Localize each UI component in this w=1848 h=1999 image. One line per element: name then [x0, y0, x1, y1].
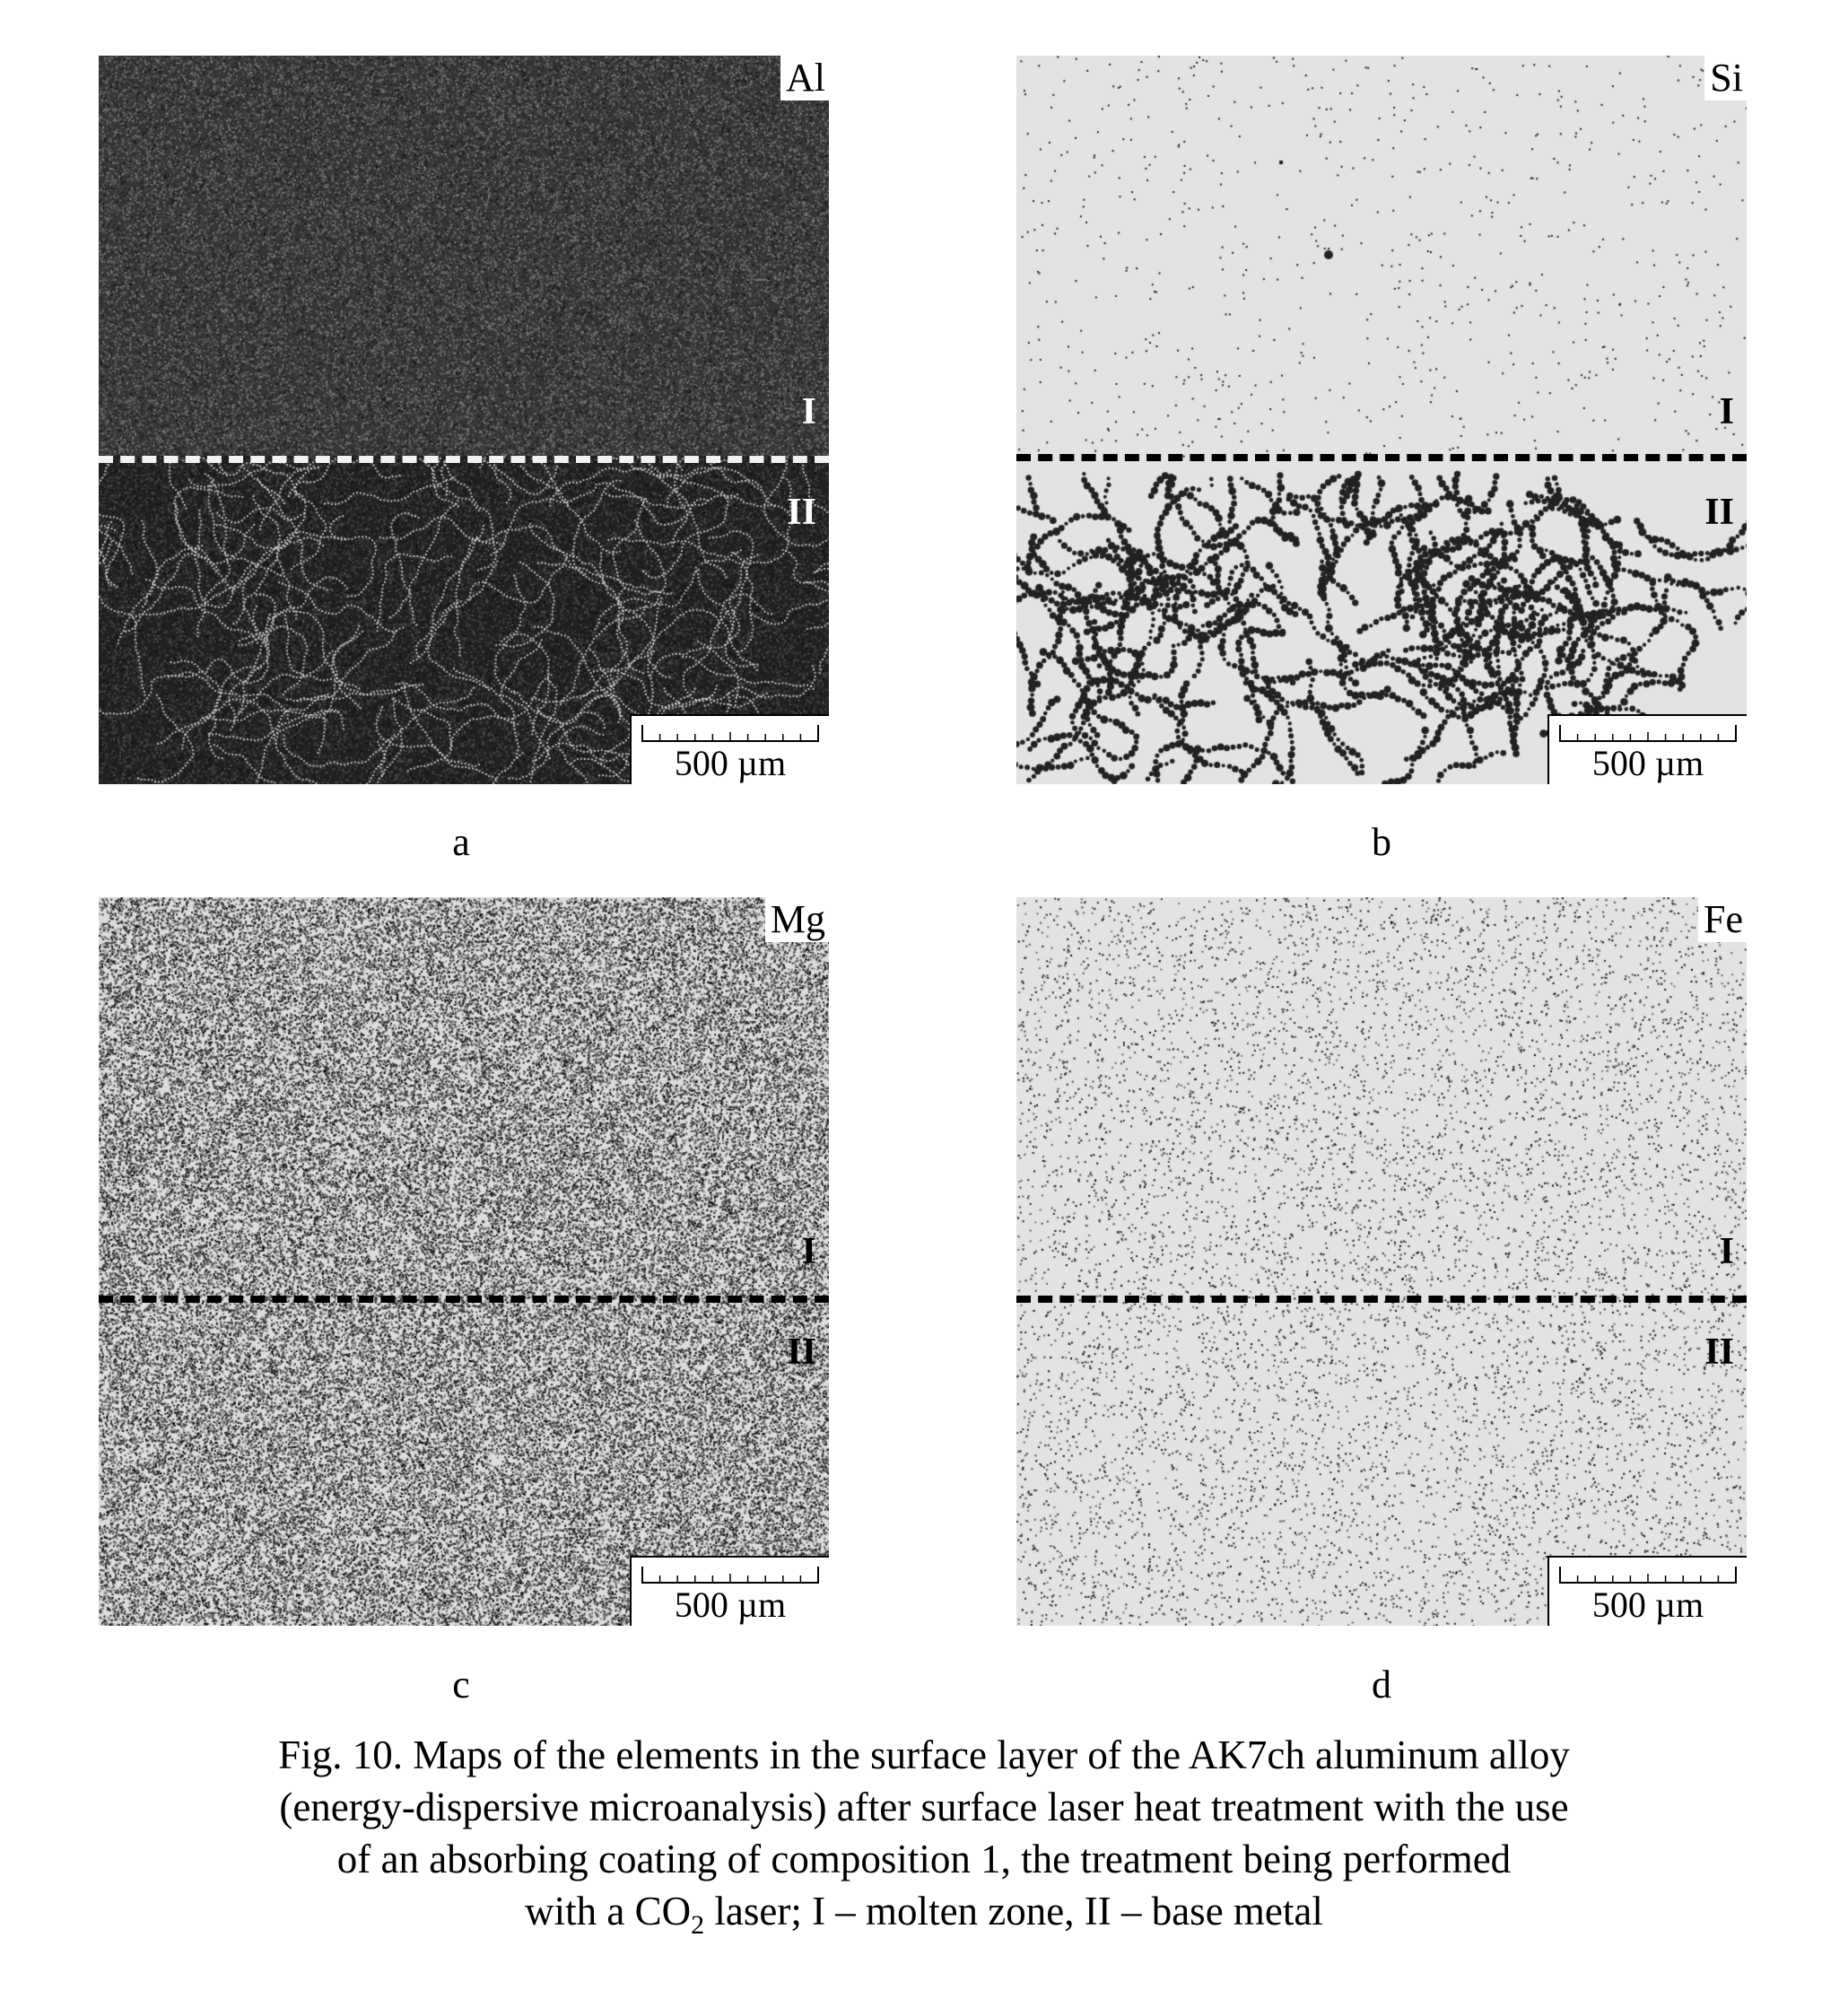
zone-label-base: II: [1704, 1331, 1734, 1373]
zone-boundary-line: [99, 1296, 829, 1303]
al-map-image: [99, 56, 829, 784]
element-label-si: Si: [1704, 56, 1747, 100]
caption-line-3: of an absorbing coating of composition 1, the treatment being performed: [336, 1837, 1512, 1881]
caption-line-4-end: laser; I – molten zone, II – base metal: [704, 1889, 1323, 1934]
caption-subscript: 2: [691, 1910, 705, 1940]
caption-line-4-start: with a CO: [525, 1889, 692, 1934]
scale-bar-label: 500 µm: [674, 743, 787, 783]
fe-map-image: [1016, 897, 1747, 1626]
panel-letter-b: b: [1372, 820, 1391, 864]
panel-letter-c: c: [452, 1663, 470, 1707]
caption-line-1: Fig. 10. Maps of the elements in the surface layer of the AK7ch aluminum alloy: [278, 1733, 1570, 1777]
scale-bar: [1547, 714, 1747, 784]
element-label-mg: Mg: [765, 897, 829, 942]
element-label-al: Al: [780, 56, 829, 100]
scale-bar: [1547, 1556, 1747, 1626]
scale-bar: [630, 714, 829, 784]
caption-line-4: [90, 1885, 1758, 1940]
scale-bar-label: 500 µm: [674, 1584, 787, 1625]
element-label-fe: Fe: [1698, 897, 1747, 942]
si-map-image: [1016, 56, 1747, 784]
zone-boundary-line: [1016, 454, 1747, 461]
panel-c: [99, 897, 829, 1626]
scale-bar: [630, 1556, 829, 1626]
caption-line-2: (energy-dispersive microanalysis) after surface laser heat treatment with the use: [279, 1785, 1569, 1829]
mg-map-image: [99, 897, 829, 1626]
panel-letter-d: d: [1372, 1663, 1391, 1707]
zone-label-molten: I: [801, 391, 816, 432]
scale-bar-label: 500 µm: [1591, 1584, 1704, 1625]
zone-label-base: II: [1704, 492, 1734, 533]
panel-b: [1016, 56, 1747, 784]
zone-label-molten: I: [1719, 1231, 1734, 1272]
zone-label-base: II: [787, 492, 816, 533]
zone-boundary-line: [99, 456, 829, 463]
zone-label-molten: I: [801, 1231, 816, 1272]
zone-label-molten: I: [1719, 391, 1734, 432]
panel-a: [99, 56, 829, 784]
figure-caption: [90, 1729, 1758, 1940]
zone-boundary-line: [1016, 1296, 1747, 1303]
scale-bar-label: 500 µm: [1591, 743, 1704, 783]
zone-label-base: II: [787, 1331, 816, 1373]
panel-letter-a: a: [452, 820, 470, 864]
panel-d: [1016, 897, 1747, 1626]
